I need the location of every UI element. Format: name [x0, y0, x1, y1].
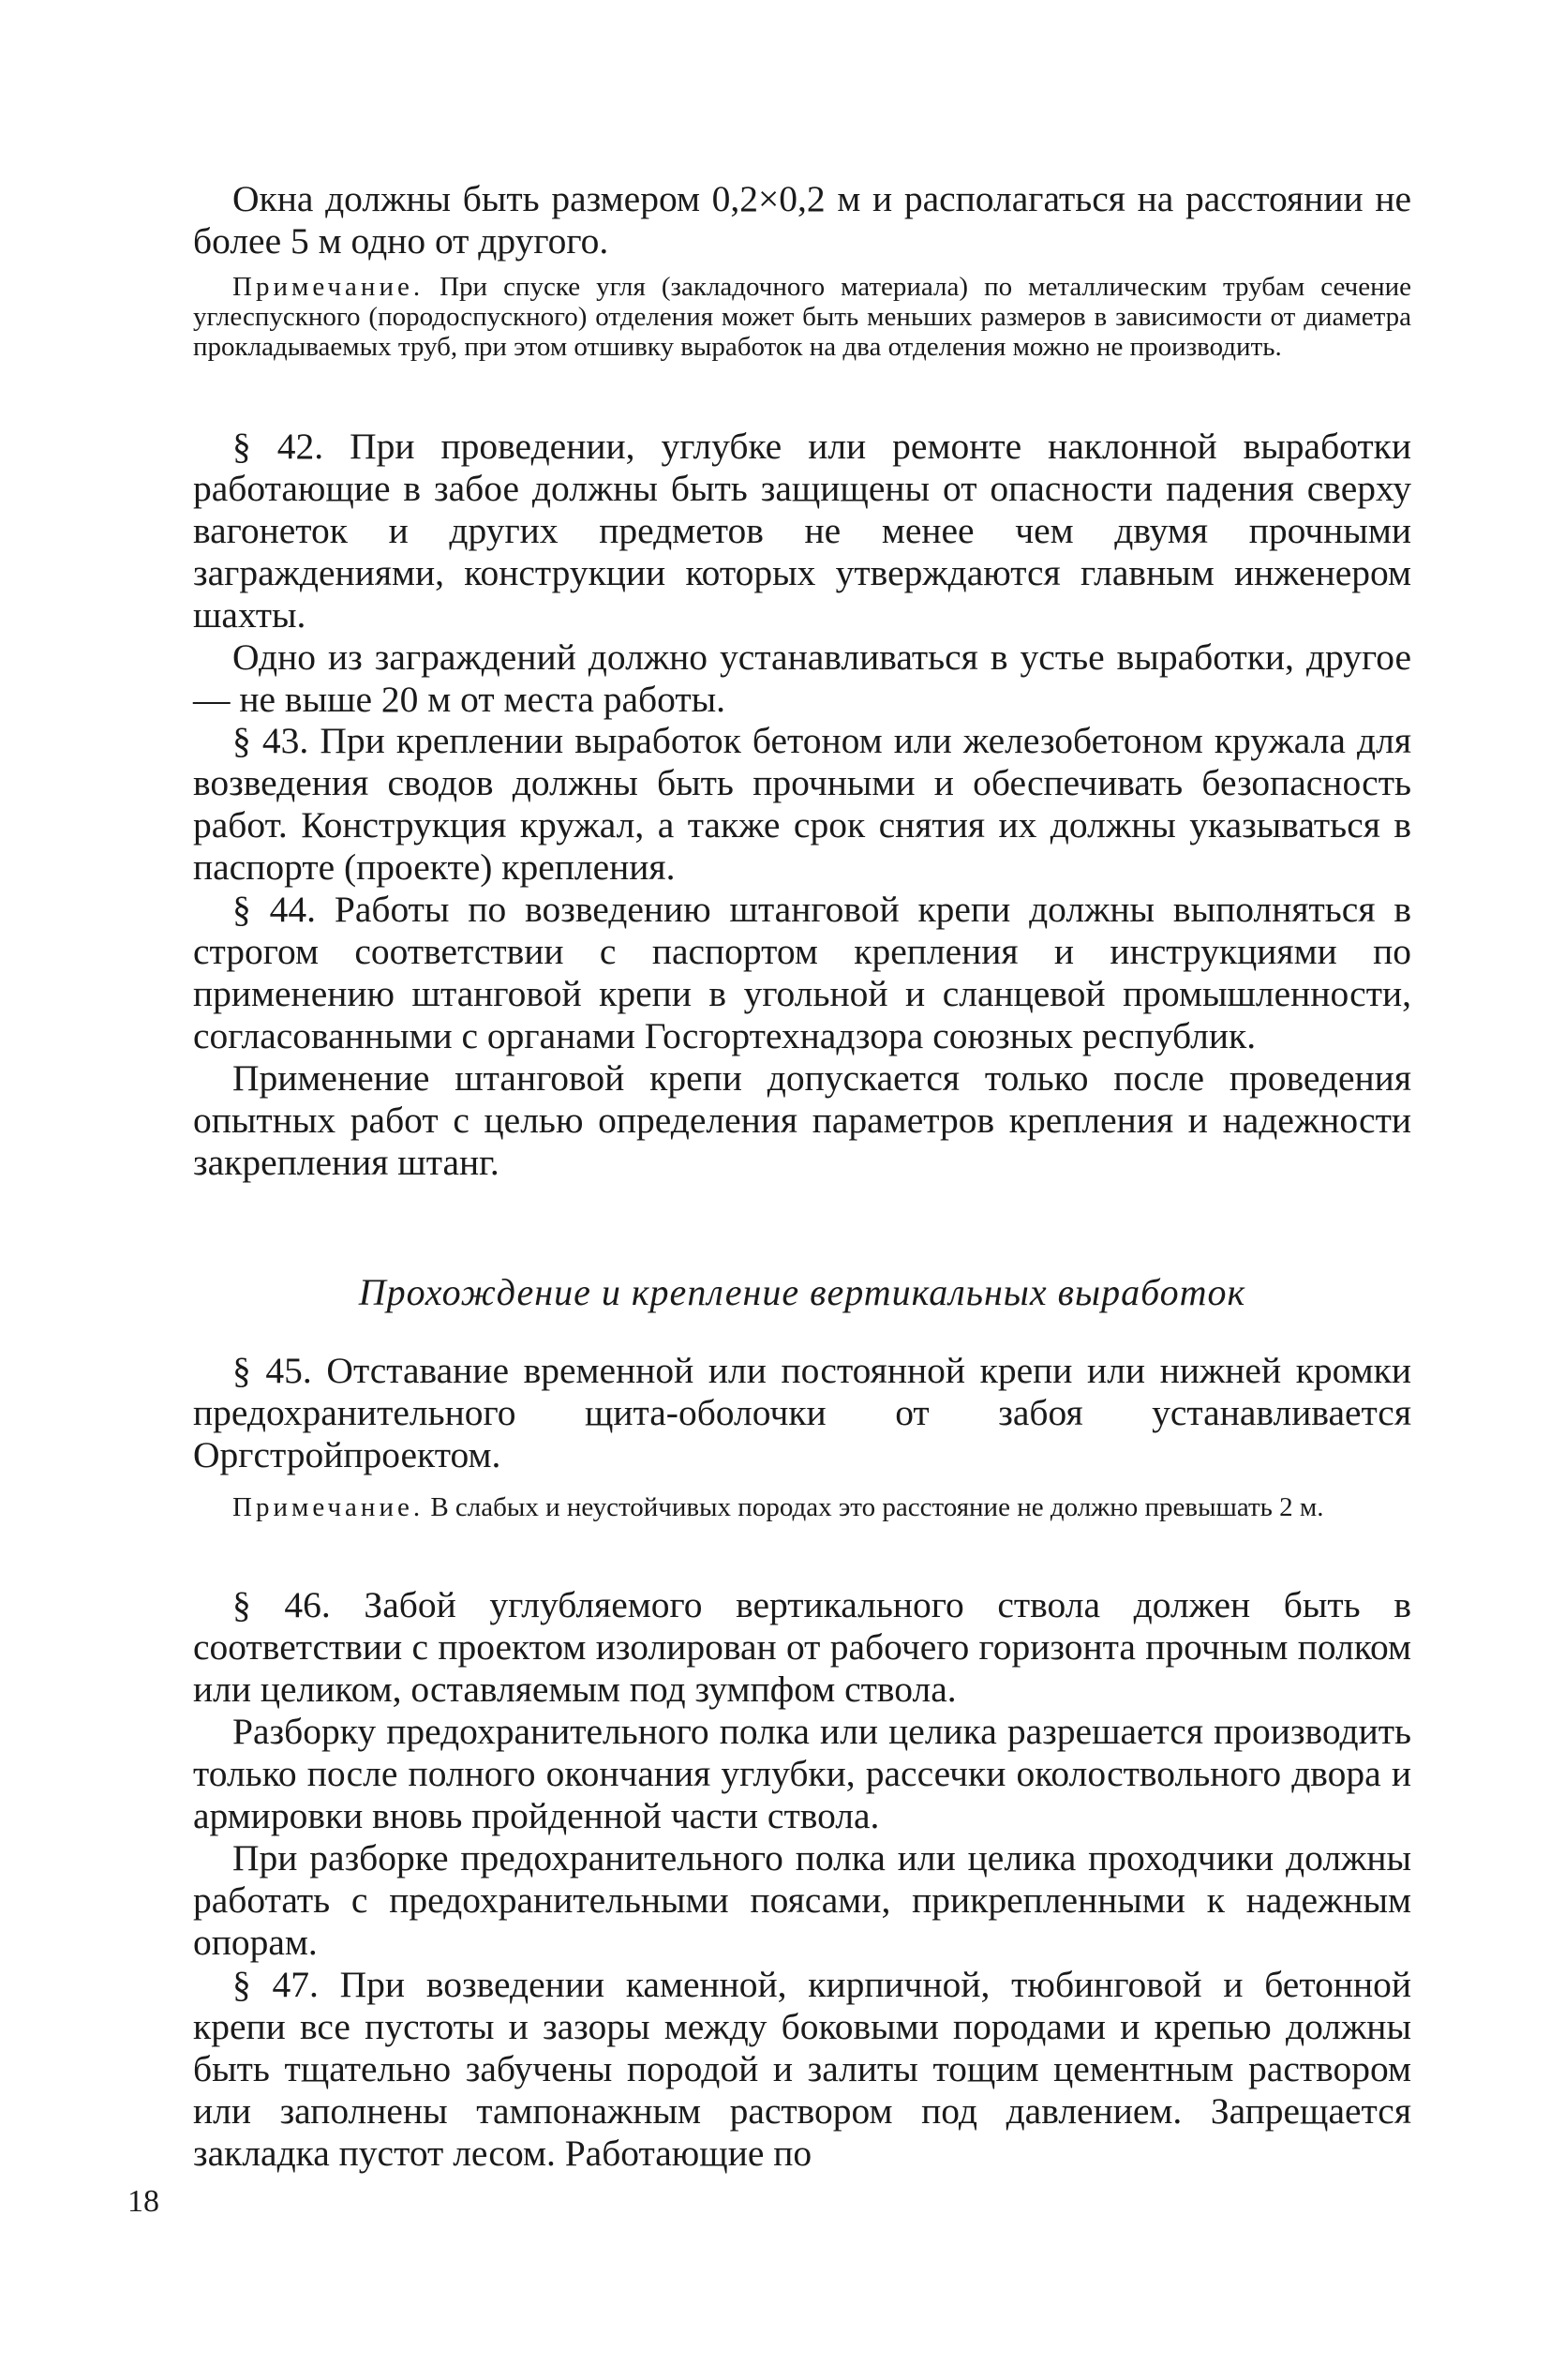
section-47-text: § 47. При возведении каменной, кирпичной, тюбинговой и бетонной крепи все пустоты и зазоры между боковыми породами и крепью должны быть тщательно забучены породой и залиты тощим цементным раствором или заполнены тампонажным раствором под давлением. Запрещается закладка пустот лесом. Работающие по	[193, 1964, 1411, 2174]
section-46-continuation: Разборку предохранительного полка или целика разрешается производить только после полного окончания углубки, рассечки околоствольного двора и армировки вновь пройденной части ствола.	[193, 1711, 1411, 1836]
note-2	[193, 1492, 1411, 1522]
note-1	[193, 272, 1411, 362]
note-label: Примечание.	[232, 272, 425, 302]
section-46-text: § 46. Забой углубляемого вертикального ствола должен быть в соответствии с проектом изолирован от рабочего горизонта прочным полком или целиком, оставляемым под зумпфом ствола.	[193, 1584, 1411, 1710]
section-44	[193, 889, 1411, 1184]
paragraph-text: Окна должны быть размером 0,2×0,2 м и располагаться на расстоянии не более 5 м одно от другого.	[193, 178, 1411, 262]
paragraph-windows	[193, 178, 1411, 262]
note-text: При спуске угля (закладочного материала) по металлическим трубам сечение углеспускного (породоспускного) отделения может быть меньших размеров в зависимости от диаметра прокладываемых труб, при этом отшивку выработок на два отделения можно не производить.	[193, 272, 1411, 362]
section-46-continuation-2: При разборке предохранительного полка или целика проходчики должны работать с предохранительными поясами, прикрепленными к надежным опорам.	[193, 1837, 1411, 1963]
section-45-text: § 45. Отставание временной или постоянной крепи или нижней кромки предохранительного щита-оболочки от забоя устанавливается Оргстройпроектом.	[193, 1350, 1411, 1475]
section-46	[193, 1584, 1411, 2175]
note-text: В слабых и неустойчивых породах это расстояние не должно превышать 2 м.	[424, 1492, 1324, 1522]
section-42-text: § 42. При проведении, углубке или ремонте наклонной выработки работающие в забое должны быть защищены от опасности падения сверху вагонеток и других предметов не менее чем двумя прочными заграждениями, конструкции которых утверждаются главным инженером шахты.	[193, 426, 1411, 636]
section-44-text: § 44. Работы по возведению штанговой крепи должны выполняться в строгом соответствии с паспортом крепления и инструкциями по применению штанговой крепи в угольной и сланцевой промышленности, согласованными с органами Госгортехнадзора союзных республик.	[193, 889, 1411, 1056]
page-number: 18	[127, 2184, 159, 2219]
section-42-continuation: Одно из заграждений должно устанавливаться в устье выработки, другое — не выше 20 м от места работы.	[193, 636, 1411, 720]
section-43	[193, 720, 1411, 889]
section-44-continuation: Применение штанговой крепи допускается только после проведения опытных работ с целью определения параметров крепления и надежности закрепления штанг.	[193, 1057, 1411, 1183]
section-43-text: § 43. При креплении выработок бетоном или железобетоном кружала для возведения сводов должны быть прочными и обеспечивать безопасность работ. Конструкция кружал, а также срок снятия их должны указываться в паспорте (проекте) крепления.	[193, 720, 1411, 888]
section-42	[193, 426, 1411, 721]
section-45	[193, 1350, 1411, 1476]
section-heading: Прохождение и крепление вертикальных выработок	[358, 1271, 1246, 1313]
note-label: Примечание.	[232, 1492, 425, 1522]
